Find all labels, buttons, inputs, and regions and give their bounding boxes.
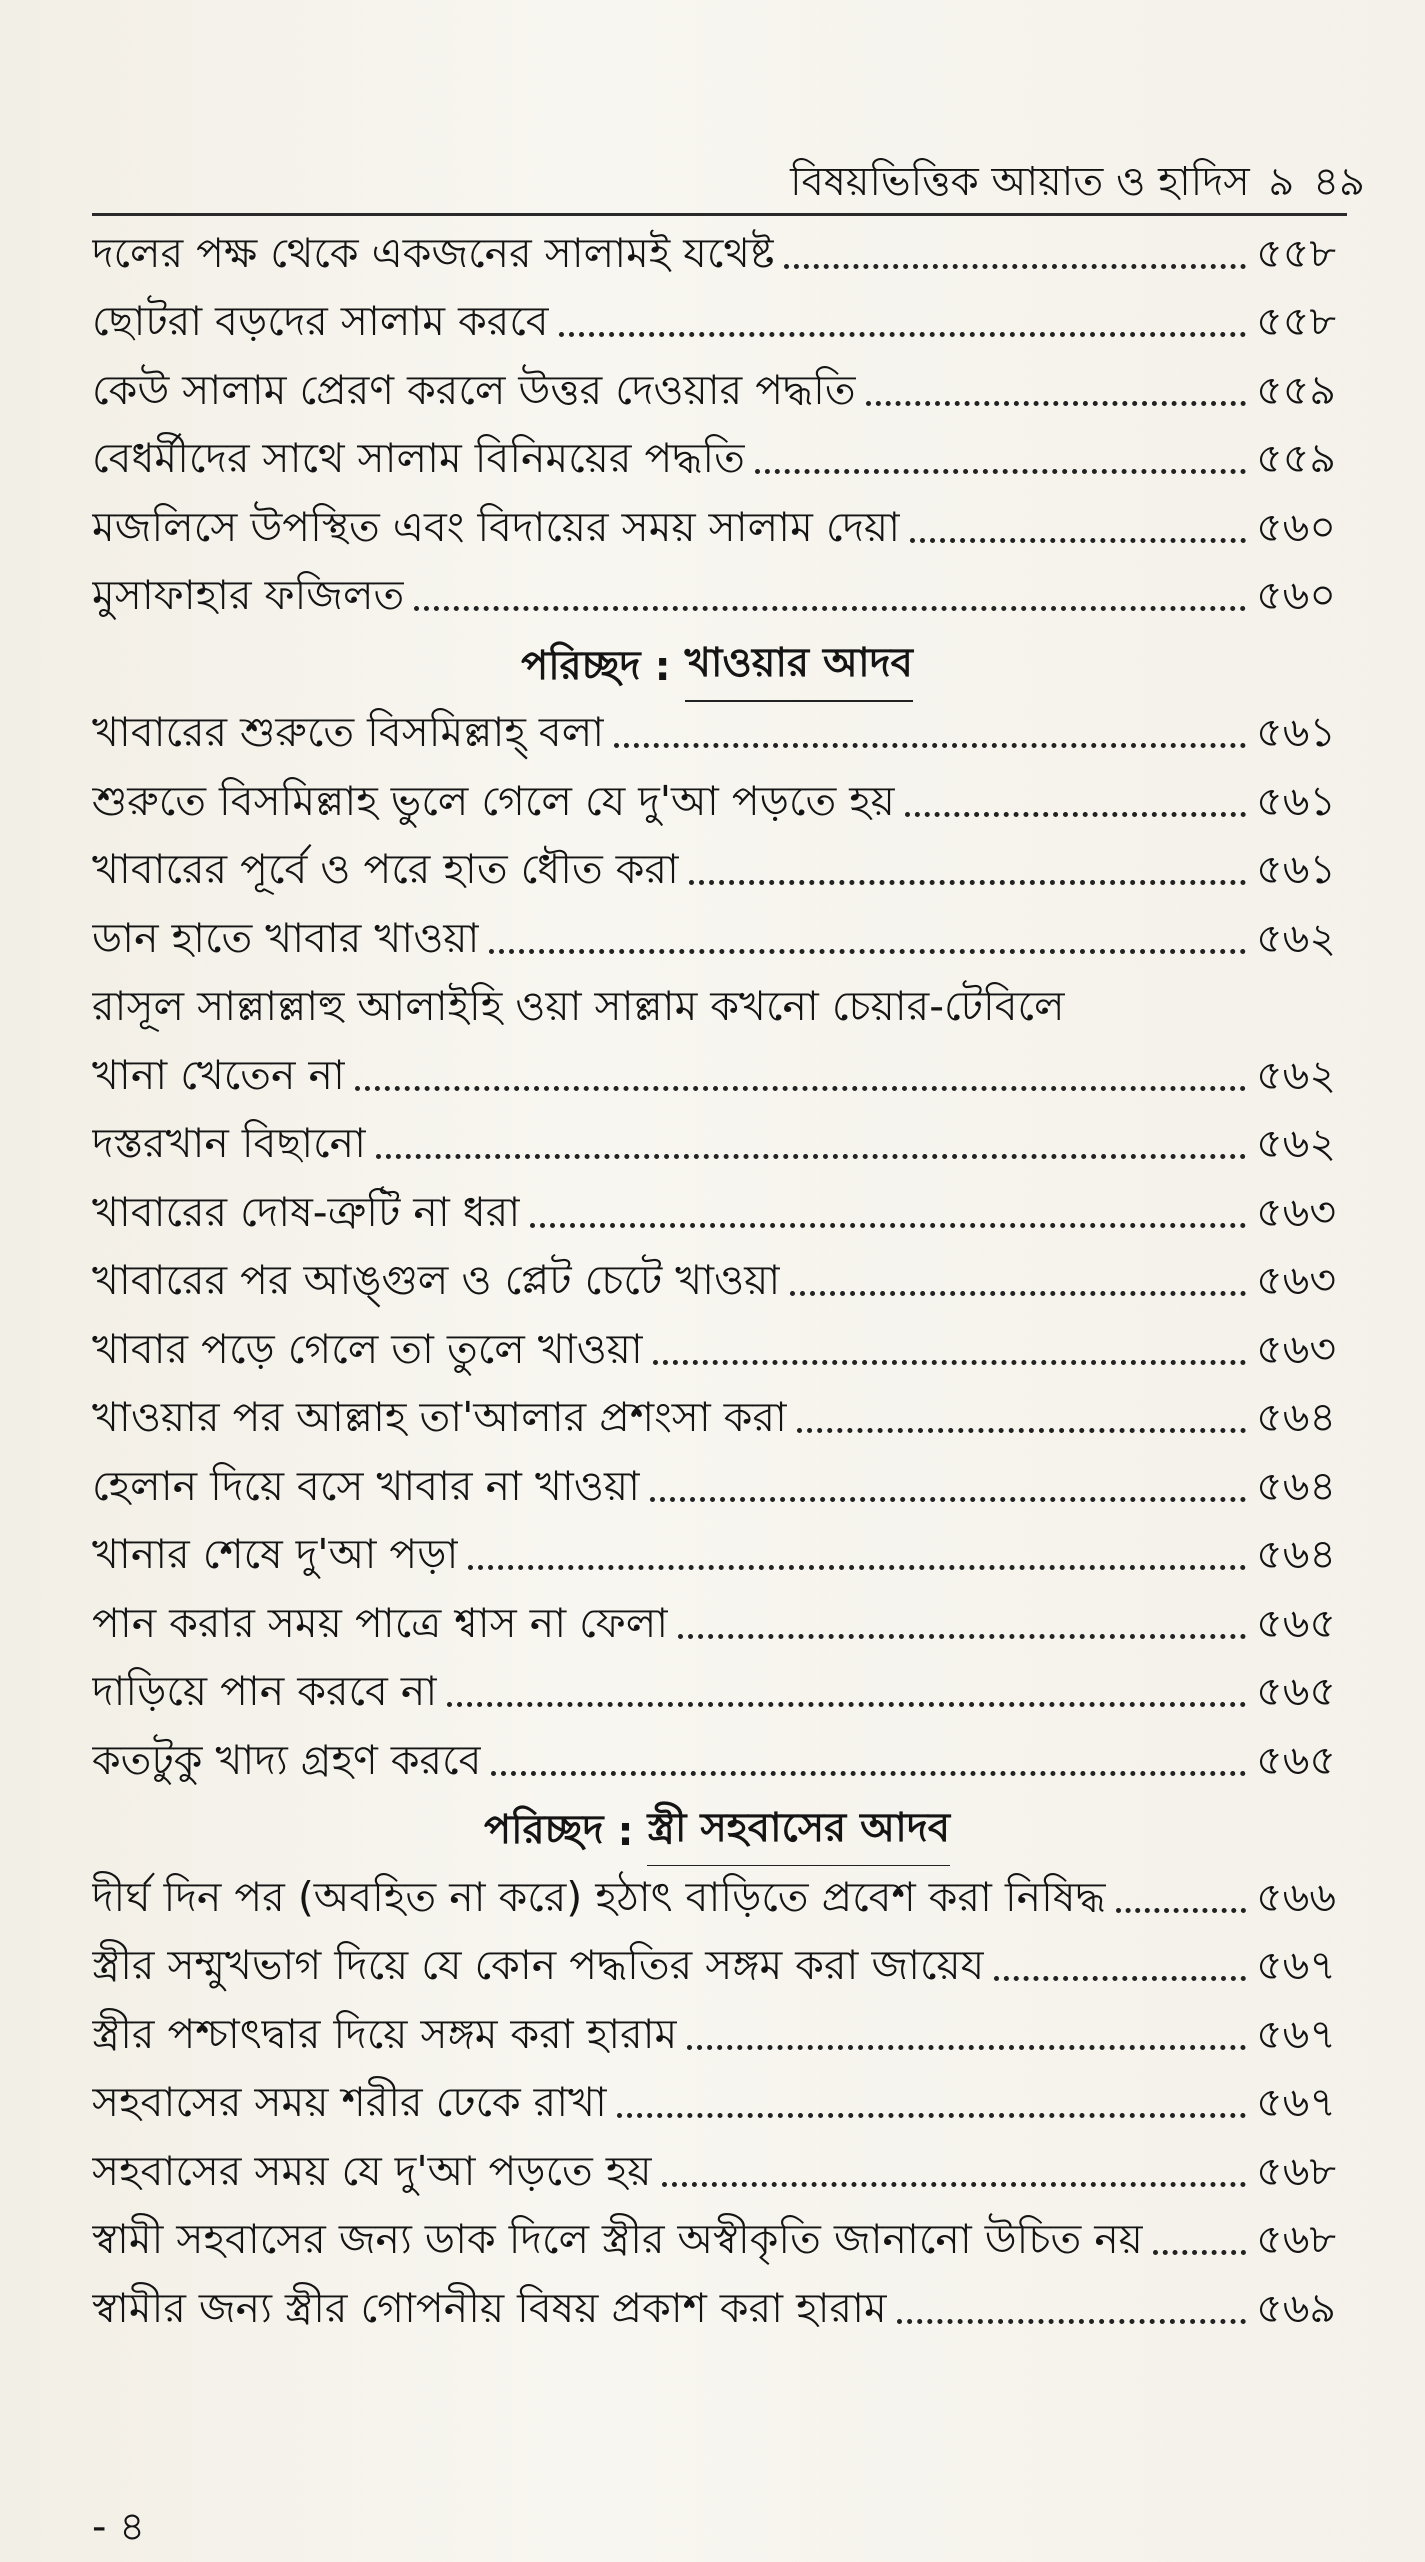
dot-leader bbox=[905, 812, 1246, 817]
dot-leader bbox=[866, 401, 1247, 406]
toc-entry-page: ৫৬০ bbox=[1256, 571, 1336, 620]
toc-entry-title: ছোটরা বড়দের সালাম করবে bbox=[92, 297, 549, 346]
toc-entry-page: ৫৬১ bbox=[1256, 776, 1336, 825]
toc-entry[interactable] bbox=[92, 428, 1342, 497]
toc-entry[interactable] bbox=[92, 222, 1342, 291]
toc-entry-title: স্ত্রীর সম্মুখভাগ দিয়ে যে কোন পদ্ধতির সঙ্গম করা জায়েয bbox=[92, 1941, 985, 1990]
toc-entry-page: ৫৬৩ bbox=[1256, 1256, 1336, 1305]
dot-leader bbox=[790, 1291, 1246, 1296]
toc-entry[interactable] bbox=[92, 2209, 1342, 2278]
toc-entry-title: ডান হাতে খাবার খাওয়া bbox=[92, 913, 480, 962]
toc-entry[interactable] bbox=[92, 702, 1342, 771]
dot-leader bbox=[689, 880, 1246, 885]
dot-leader bbox=[489, 949, 1246, 954]
section-label: পরিচ্ছদ bbox=[521, 642, 641, 689]
toc-entry[interactable] bbox=[92, 496, 1342, 565]
toc-entry-page: ৫৬৭ bbox=[1256, 2078, 1336, 2127]
dot-leader bbox=[617, 2113, 1246, 2118]
table-of-contents bbox=[92, 222, 1342, 2346]
toc-entry-title: হেলান দিয়ে বসে খাবার না খাওয়া bbox=[92, 1461, 640, 1510]
toc-entry[interactable] bbox=[92, 2003, 1342, 2072]
toc-entry-title: স্বামীর জন্য স্ত্রীর গোপনীয় বিষয় প্রকাশ করা হারাম bbox=[92, 2283, 887, 2332]
toc-entry-page: ৫৬৫ bbox=[1256, 1598, 1336, 1647]
toc-entry[interactable] bbox=[92, 291, 1342, 360]
toc-entry-page: ৫৬৮ bbox=[1256, 2146, 1336, 2195]
toc-entry-title: রাসূল সাল্লাল্লাহু আলাইহি ওয়া সাল্লাম কখনো চেয়ার-টেবিলে bbox=[92, 982, 1065, 1031]
section-title: স্ত্রী সহবাসের আদব bbox=[647, 1798, 950, 1867]
toc-entry[interactable] bbox=[92, 2140, 1342, 2209]
section-heading bbox=[92, 1798, 1342, 1867]
dot-leader bbox=[653, 1360, 1246, 1365]
toc-entry[interactable] bbox=[92, 1455, 1342, 1524]
running-header bbox=[0, 150, 1365, 217]
dot-leader bbox=[650, 1497, 1246, 1502]
dot-leader bbox=[491, 1771, 1246, 1776]
dot-leader bbox=[614, 743, 1246, 748]
toc-entry[interactable] bbox=[92, 565, 1342, 634]
dot-leader bbox=[678, 1634, 1246, 1639]
dot-leader bbox=[797, 1428, 1246, 1433]
dot-leader bbox=[1116, 1908, 1247, 1913]
dot-leader bbox=[355, 1086, 1246, 1091]
toc-entry-page: ৫৬৬ bbox=[1256, 1872, 1336, 1921]
dot-leader bbox=[376, 1154, 1246, 1159]
toc-entry[interactable] bbox=[92, 1113, 1342, 1182]
toc-entry-title: খাবারের শুরুতে বিসমিল্লাহ্ বলা bbox=[92, 708, 605, 757]
header-rule bbox=[92, 213, 1347, 216]
toc-entry-title: দলের পক্ষ থেকে একজনের সালামই যথেষ্ট bbox=[92, 228, 775, 277]
dot-leader bbox=[559, 332, 1247, 337]
toc-entry[interactable] bbox=[92, 1935, 1342, 2004]
toc-entry-page: ৫৬৪ bbox=[1256, 1461, 1336, 1510]
toc-entry-page: ৫৬৭ bbox=[1256, 1941, 1336, 1990]
toc-entry-title: স্বামী সহবাসের জন্য ডাক দিলে স্ত্রীর অস্বীকৃতি জানানো উচিত নয় bbox=[92, 2215, 1143, 2264]
dot-leader bbox=[897, 2319, 1246, 2324]
section-colon: : bbox=[617, 1808, 634, 1855]
toc-entry-title: খানার শেষে দু'আ পড়া bbox=[92, 1530, 459, 1579]
dot-leader bbox=[910, 538, 1246, 543]
dot-leader bbox=[447, 1702, 1246, 1707]
toc-entry[interactable] bbox=[92, 907, 1342, 976]
toc-entry-title: বেধর্মীদের সাথে সালাম বিনিময়ের পদ্ধতি bbox=[92, 434, 745, 483]
toc-entry[interactable] bbox=[92, 2072, 1342, 2141]
toc-entry-page: ৫৬২ bbox=[1256, 1119, 1336, 1168]
toc-entry-title: কেউ সালাম প্রেরণ করলে উত্তর দেওয়ার পদ্ধতি bbox=[92, 365, 856, 414]
toc-entry-title: পান করার সময় পাত্রে শ্বাস না ফেলা bbox=[92, 1598, 669, 1647]
toc-entry-title: মজলিসে উপস্থিত এবং বিদায়ের সময় সালাম দেয়া bbox=[92, 502, 901, 551]
toc-entry-title: কতটুকু খাদ্য গ্রহণ করবে bbox=[92, 1735, 482, 1784]
toc-entry-title: শুরুতে বিসমিল্লাহ ভুলে গেলে যে দু'আ পড়তে হয় bbox=[92, 776, 895, 825]
toc-entry-title: দস্তরখান বিছানো bbox=[92, 1119, 367, 1168]
toc-entry-page: ৫৬৫ bbox=[1256, 1667, 1336, 1716]
toc-entry[interactable] bbox=[92, 2277, 1342, 2346]
toc-entry[interactable] bbox=[92, 1729, 1342, 1798]
section-colon: : bbox=[654, 644, 671, 691]
dot-leader bbox=[1153, 2250, 1246, 2255]
toc-entry-title: খাবার পড়ে গেলে তা তুলে খাওয়া bbox=[92, 1324, 643, 1373]
dot-leader bbox=[414, 606, 1246, 611]
toc-entry[interactable] bbox=[92, 1661, 1342, 1730]
toc-entry-page: ৫৬০ bbox=[1256, 502, 1336, 551]
toc-entry-page: ৫৬২ bbox=[1256, 1050, 1336, 1099]
toc-entry-page: ৫৫৯ bbox=[1256, 434, 1336, 483]
toc-entry-title: সহবাসের সময় যে দু'আ পড়তে হয় bbox=[92, 2146, 652, 2195]
section-heading bbox=[92, 633, 1342, 702]
toc-entry[interactable] bbox=[92, 1592, 1342, 1661]
toc-entry-page: ৫৬৯ bbox=[1256, 2283, 1336, 2332]
toc-entry-title: খাবারের দোষ-ত্রুটি না ধরা bbox=[92, 1187, 521, 1236]
toc-entry-title-continuation: খানা খেতেন না bbox=[92, 1050, 345, 1099]
dot-leader bbox=[468, 1565, 1246, 1570]
footer-signature-number: - ৪ bbox=[92, 2504, 146, 2550]
toc-entry[interactable] bbox=[92, 1387, 1342, 1456]
dot-leader bbox=[755, 469, 1246, 474]
toc-entry[interactable] bbox=[92, 770, 1342, 839]
toc-entry-title: খাবারের পর আঙ্গুল ও প্লেট চেটে খাওয়া bbox=[92, 1256, 781, 1305]
toc-entry-page: ৫৬৭ bbox=[1256, 2009, 1336, 2058]
dot-leader bbox=[530, 1223, 1246, 1228]
dot-leader bbox=[687, 2045, 1246, 2050]
toc-entry-title: খাওয়ার পর আল্লাহ তা'আলার প্রশংসা করা bbox=[92, 1393, 787, 1442]
toc-entry-page: ৫৫৯ bbox=[1256, 365, 1336, 414]
toc-entry-page: ৫৬৪ bbox=[1256, 1530, 1336, 1579]
toc-entry-page: ৫৬১ bbox=[1256, 845, 1336, 894]
toc-entry[interactable] bbox=[92, 1181, 1342, 1250]
toc-entry[interactable] bbox=[92, 359, 1342, 428]
section-title: খাওয়ার আদব bbox=[685, 633, 913, 702]
toc-entry-page: ৫৬৩ bbox=[1256, 1187, 1336, 1236]
toc-entry-title: স্ত্রীর পশ্চাৎদ্বার দিয়ে সঙ্গম করা হারাম bbox=[92, 2009, 678, 2058]
dot-leader bbox=[662, 2182, 1247, 2187]
toc-entry-title: দাড়িয়ে পান করবে না bbox=[92, 1667, 438, 1716]
toc-entry-page: ৫৫৮ bbox=[1256, 228, 1336, 277]
toc-entry-title: দীর্ঘ দিন পর (অবহিত না করে) হঠাৎ বাড়িতে প্রবেশ করা নিষিদ্ধ bbox=[92, 1872, 1106, 1921]
toc-entry[interactable] bbox=[92, 1866, 1342, 1935]
toc-entry-page: ৫৬৪ bbox=[1256, 1393, 1336, 1442]
toc-entry-page: ৫৬১ bbox=[1256, 708, 1336, 757]
toc-entry-page: ৫৫৮ bbox=[1256, 297, 1336, 346]
dot-leader bbox=[994, 1976, 1246, 1981]
header-page-number: ৪৯ bbox=[1313, 159, 1365, 205]
toc-entry-page: ৫৬২ bbox=[1256, 913, 1336, 962]
dot-leader bbox=[784, 264, 1246, 269]
header-separator-icon: ৯ bbox=[1268, 159, 1295, 205]
toc-entry-continuation[interactable] bbox=[92, 1044, 1342, 1113]
toc-entry-title: সহবাসের সময় শরীর ঢেকে রাখা bbox=[92, 2078, 607, 2127]
toc-entry-page: ৫৬৩ bbox=[1256, 1324, 1336, 1373]
toc-entry-title: খাবারের পূর্বে ও পরে হাত ধৌত করা bbox=[92, 845, 679, 894]
toc-entry-page: ৫৬৮ bbox=[1256, 2215, 1336, 2264]
toc-entry[interactable] bbox=[92, 1318, 1342, 1387]
toc-entry[interactable] bbox=[92, 976, 1342, 1045]
toc-entry[interactable] bbox=[92, 1524, 1342, 1593]
toc-entry-page: ৫৬৫ bbox=[1256, 1735, 1336, 1784]
toc-entry-title: মুসাফাহার ফজিলত bbox=[92, 571, 405, 620]
section-label: পরিচ্ছদ bbox=[483, 1807, 604, 1854]
toc-entry[interactable] bbox=[92, 1250, 1342, 1319]
header-title: বিষয়ভিত্তিক আয়াত ও হাদিস bbox=[790, 159, 1250, 205]
toc-entry[interactable] bbox=[92, 839, 1342, 908]
